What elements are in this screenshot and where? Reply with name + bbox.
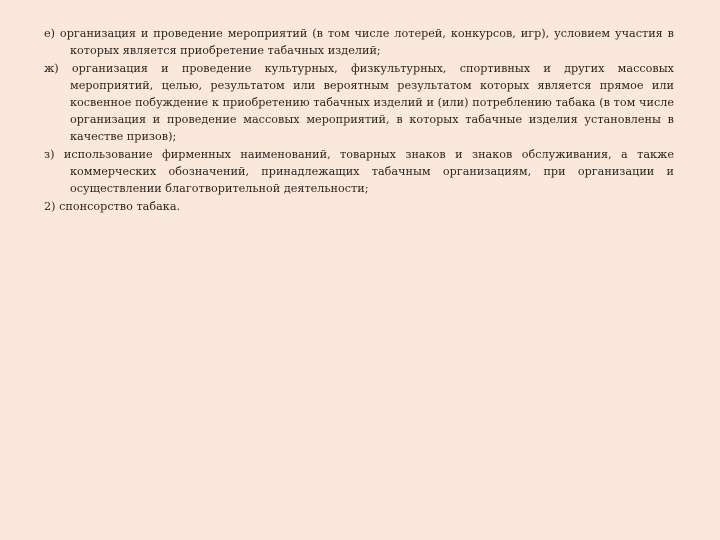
list-item-z: з) использование фирменных наименований, товарных знаков и знаков обслуживания, а также коммерческих обозначений, принадлежащих табачным организациям, при организации и осуществлении благотворительной деятельности; xyxy=(44,147,674,195)
list-item-e: е) организация и проведение мероприятий (в том числе лотерей, конкурсов, игр), условием участия в которых является приобретение табачных изделий; xyxy=(44,27,674,57)
list-item-zh: ж) организация и проведение культурных, физкультурных, спортивных и других массовых мероприятий, целью, результатом или вероятным результатом которых является прямое или косвенное побуждение к приобретению табачных изделий и (или) потреблению табака (в том числе организация и проведение массовых мероприятий, в которых табачные изделия установлены в качестве призов); xyxy=(44,62,674,143)
list-item-2: 2) спонсорство табака. xyxy=(44,199,181,213)
document-body xyxy=(44,26,674,217)
